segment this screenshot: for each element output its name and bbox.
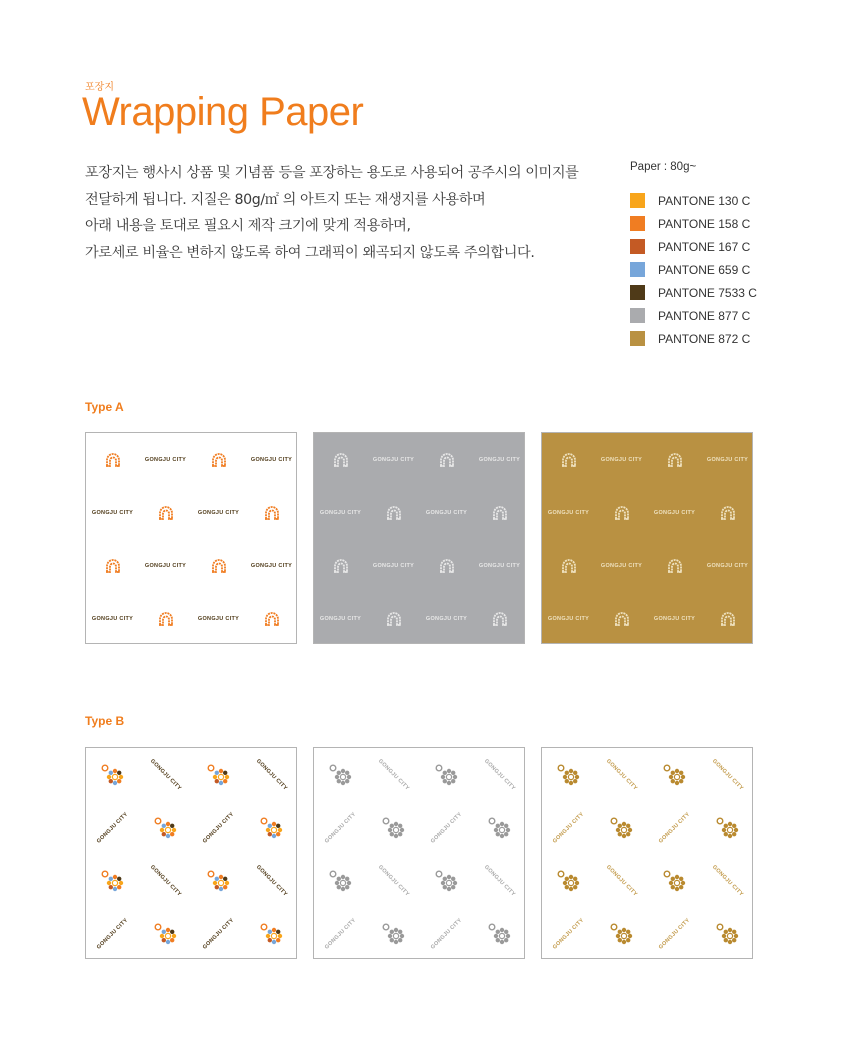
swatch-row	[630, 258, 757, 281]
arch-logo-icon	[542, 539, 595, 592]
arch-logo-icon	[139, 486, 192, 539]
sun-logo-icon	[192, 854, 245, 907]
sun-logo-icon	[245, 907, 298, 960]
swatch-row	[630, 304, 757, 327]
sun-logo-icon	[473, 907, 526, 960]
wordmark-text: GONGJU CITY	[600, 562, 643, 569]
arch-logo-icon	[192, 433, 245, 486]
wordmark-cell	[245, 854, 298, 907]
sun-logo-icon	[473, 801, 526, 854]
arch-logo-icon	[86, 539, 139, 592]
wordmark-text: GONGJU CITY	[653, 615, 696, 622]
wordmark-cell	[473, 433, 526, 486]
color-swatch	[630, 262, 645, 277]
wordmark-cell	[420, 907, 473, 960]
wordmark-text: GONGJU CITY	[425, 509, 468, 516]
wordmark-cell	[139, 748, 192, 801]
sun-logo-icon	[314, 748, 367, 801]
wordmark-text: GONGJU CITY	[376, 757, 411, 792]
wordmark-cell	[139, 539, 192, 592]
sun-logo-icon	[367, 801, 420, 854]
arch-logo-icon	[139, 592, 192, 645]
swatch-label: PANTONE 158 C	[658, 216, 751, 231]
wordmark-cell	[86, 801, 139, 854]
wordmark-cell	[648, 907, 701, 960]
wordmark-cell	[701, 854, 754, 907]
description	[85, 160, 625, 266]
wordmark-text: GONGJU CITY	[148, 757, 183, 792]
wordmark-cell	[595, 433, 648, 486]
wordmark-text: GONGJU CITY	[201, 810, 236, 845]
description-line: 전달하게 됩니다. 지질은 80g/㎡ 의 아트지 또는 재생지를 사용하며	[85, 191, 486, 208]
wordmark-cell	[192, 801, 245, 854]
swatch-label: PANTONE 872 C	[658, 331, 751, 346]
wordmark-cell	[314, 486, 367, 539]
sun-logo-icon	[701, 801, 754, 854]
wordmark-text: GONGJU CITY	[653, 509, 696, 516]
swatch-label: PANTONE 130 C	[658, 193, 751, 208]
wordmark-text: GONGJU CITY	[323, 916, 358, 951]
wordmark-cell	[701, 539, 754, 592]
swatch-row	[630, 189, 757, 212]
wordmark-text: GONGJU CITY	[600, 456, 643, 463]
wordmark-cell	[367, 748, 420, 801]
page-subtitle: 포장지	[85, 82, 114, 93]
wordmark-text: GONGJU CITY	[372, 456, 415, 463]
wordmark-cell	[473, 854, 526, 907]
sun-logo-icon	[86, 854, 139, 907]
swatch-label: PANTONE 167 C	[658, 239, 751, 254]
wordmark-cell	[367, 539, 420, 592]
color-swatch	[630, 216, 645, 231]
arch-logo-icon	[420, 433, 473, 486]
wordmark-text: GONGJU CITY	[95, 916, 130, 951]
sun-logo-icon	[701, 907, 754, 960]
sun-logo-icon	[420, 748, 473, 801]
wordmark-cell	[367, 433, 420, 486]
wordmark-cell	[648, 486, 701, 539]
type-a-panel-gray	[313, 432, 525, 644]
sun-logo-icon	[367, 907, 420, 960]
arch-logo-icon	[245, 592, 298, 645]
arch-logo-icon	[648, 433, 701, 486]
paper-spec: Paper : 80g~	[630, 161, 697, 173]
type-b-panel-color	[85, 747, 297, 959]
page-title: Wrapping Paper	[82, 90, 364, 134]
wordmark-text: GONGJU CITY	[478, 456, 521, 463]
arch-logo-icon	[595, 486, 648, 539]
sun-logo-icon	[139, 907, 192, 960]
type-b-panel-gold	[541, 747, 753, 959]
wordmark-text: GONGJU CITY	[551, 810, 586, 845]
wordmark-cell	[245, 433, 298, 486]
arch-logo-icon	[192, 539, 245, 592]
wordmark-text: GONGJU CITY	[250, 456, 293, 463]
wordmark-text: GONGJU CITY	[250, 562, 293, 569]
wordmark-cell	[314, 592, 367, 645]
wordmark-text: GONGJU CITY	[376, 863, 411, 898]
wordmark-cell	[245, 748, 298, 801]
wordmark-text: GONGJU CITY	[254, 757, 289, 792]
wordmark-text: GONGJU CITY	[710, 757, 745, 792]
swatch-label: PANTONE 877 C	[658, 308, 751, 323]
sun-logo-icon	[648, 854, 701, 907]
description-line: 포장지는 행사시 상품 및 기념품 등을 포장하는 용도로 사용되어 공주시의 이미지를	[85, 165, 579, 181]
wordmark-cell	[701, 748, 754, 801]
wordmark-text: GONGJU CITY	[547, 509, 590, 516]
arch-logo-icon	[314, 539, 367, 592]
sun-logo-icon	[542, 854, 595, 907]
sun-logo-icon	[86, 748, 139, 801]
sun-logo-icon	[595, 907, 648, 960]
color-swatch	[630, 239, 645, 254]
wordmark-text: GONGJU CITY	[482, 863, 517, 898]
description-line: 아래 내용을 토대로 필요시 제작 크기에 맞게 적용하며,	[85, 218, 411, 234]
type-a-panel-gold	[541, 432, 753, 644]
wordmark-text: GONGJU CITY	[482, 757, 517, 792]
color-swatch	[630, 308, 645, 323]
arch-logo-icon	[367, 592, 420, 645]
swatch-label: PANTONE 659 C	[658, 262, 751, 277]
wordmark-text: GONGJU CITY	[201, 916, 236, 951]
wordmark-text: GONGJU CITY	[91, 615, 134, 622]
wordmark-cell	[86, 907, 139, 960]
wordmark-text: GONGJU CITY	[604, 757, 639, 792]
color-palette	[630, 161, 757, 350]
color-swatch	[630, 331, 645, 346]
wordmark-cell	[595, 539, 648, 592]
arch-logo-icon	[648, 539, 701, 592]
wordmark-text: GONGJU CITY	[91, 509, 134, 516]
wordmark-cell	[245, 539, 298, 592]
wordmark-text: GONGJU CITY	[372, 562, 415, 569]
wordmark-cell	[542, 486, 595, 539]
wordmark-text: GONGJU CITY	[657, 916, 692, 951]
arch-logo-icon	[314, 433, 367, 486]
wordmark-cell	[192, 592, 245, 645]
arch-logo-icon	[420, 539, 473, 592]
wordmark-cell	[648, 592, 701, 645]
wordmark-text: GONGJU CITY	[710, 863, 745, 898]
sun-logo-icon	[245, 801, 298, 854]
wordmark-text: GONGJU CITY	[706, 562, 749, 569]
swatch-row	[630, 327, 757, 350]
wordmark-cell	[473, 539, 526, 592]
sun-logo-icon	[542, 748, 595, 801]
type-a-label: Type A	[85, 400, 124, 414]
wordmark-text: GONGJU CITY	[197, 615, 240, 622]
arch-logo-icon	[701, 592, 754, 645]
swatch-label: PANTONE 7533 C	[658, 285, 757, 300]
description-line: 가로세로 비율은 변하지 않도록 하여 그래픽이 왜곡되지 않도록 주의합니다.	[85, 244, 535, 261]
wordmark-cell	[595, 854, 648, 907]
wordmark-text: GONGJU CITY	[197, 509, 240, 516]
wordmark-cell	[542, 592, 595, 645]
wordmark-text: GONGJU CITY	[547, 615, 590, 622]
wordmark-cell	[701, 433, 754, 486]
wordmark-cell	[192, 486, 245, 539]
wordmark-cell	[542, 801, 595, 854]
arch-logo-icon	[473, 592, 526, 645]
swatch-row	[630, 212, 757, 235]
swatch-row	[630, 235, 757, 258]
sun-logo-icon	[314, 854, 367, 907]
wordmark-text: GONGJU CITY	[429, 810, 464, 845]
arch-logo-icon	[245, 486, 298, 539]
wordmark-text: GONGJU CITY	[706, 456, 749, 463]
wordmark-text: GONGJU CITY	[319, 509, 362, 516]
wordmark-text: GONGJU CITY	[551, 916, 586, 951]
wordmark-text: GONGJU CITY	[604, 863, 639, 898]
type-a-panel-white	[85, 432, 297, 644]
wordmark-cell	[139, 433, 192, 486]
wordmark-text: GONGJU CITY	[95, 810, 130, 845]
wordmark-text: GONGJU CITY	[144, 562, 187, 569]
wordmark-cell	[542, 907, 595, 960]
color-swatch	[630, 285, 645, 300]
wordmark-text: GONGJU CITY	[425, 615, 468, 622]
wordmark-cell	[314, 907, 367, 960]
wordmark-cell	[648, 801, 701, 854]
arch-logo-icon	[595, 592, 648, 645]
sun-logo-icon	[595, 801, 648, 854]
wordmark-cell	[473, 748, 526, 801]
arch-logo-icon	[701, 486, 754, 539]
wordmark-cell	[86, 486, 139, 539]
wordmark-cell	[420, 801, 473, 854]
color-swatch	[630, 193, 645, 208]
wordmark-cell	[367, 854, 420, 907]
arch-logo-icon	[542, 433, 595, 486]
sun-logo-icon	[420, 854, 473, 907]
sun-logo-icon	[139, 801, 192, 854]
wordmark-cell	[139, 854, 192, 907]
arch-logo-icon	[86, 433, 139, 486]
wordmark-text: GONGJU CITY	[478, 562, 521, 569]
wordmark-text: GONGJU CITY	[319, 615, 362, 622]
type-b-label: Type B	[85, 714, 125, 728]
sun-logo-icon	[192, 748, 245, 801]
wordmark-cell	[314, 801, 367, 854]
wordmark-cell	[420, 486, 473, 539]
swatch-row	[630, 281, 757, 304]
arch-logo-icon	[473, 486, 526, 539]
wordmark-text: GONGJU CITY	[144, 456, 187, 463]
wordmark-cell	[192, 907, 245, 960]
wordmark-text: GONGJU CITY	[429, 916, 464, 951]
wordmark-text: GONGJU CITY	[148, 863, 183, 898]
sun-logo-icon	[648, 748, 701, 801]
wordmark-text: GONGJU CITY	[254, 863, 289, 898]
wordmark-text: GONGJU CITY	[323, 810, 358, 845]
wordmark-text: GONGJU CITY	[657, 810, 692, 845]
type-b-panel-gray	[313, 747, 525, 959]
arch-logo-icon	[367, 486, 420, 539]
wordmark-cell	[595, 748, 648, 801]
wordmark-cell	[86, 592, 139, 645]
wordmark-cell	[420, 592, 473, 645]
